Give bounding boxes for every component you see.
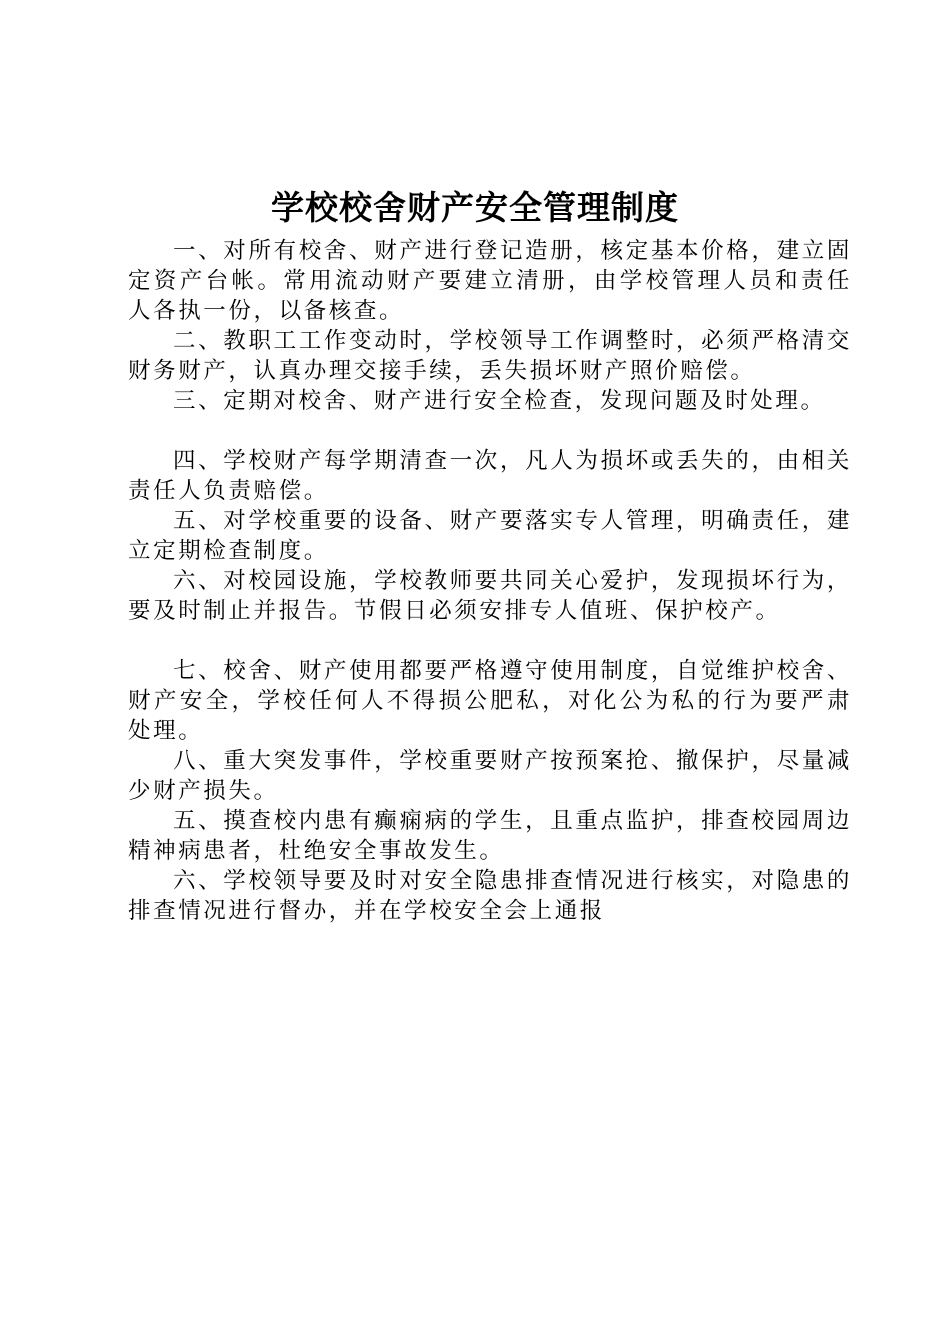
paragraph-10: 六、学校领导要及时对安全隐患排查情况进行核实，对隐患的排查情况进行督办，并在学校安全会上通报 [128, 868, 852, 924]
paragraph-8: 八、重大突发事件，学校重要财产按预案抢、撤保护，尽量减少财产损失。 [128, 748, 852, 804]
paragraph-7: 七、校舍、财产使用都要严格遵守使用制度，自觉维护校舍、财产安全，学校任何人不得损公肥私，对化公为私的行为要严肃处理。 [128, 658, 852, 744]
paragraph-4: 四、学校财产每学期清查一次，凡人为损坏或丢失的，由相关责任人负责赔偿。 [128, 448, 852, 504]
paragraph-3: 三、定期对校舍、财产进行安全检查，发现问题及时处理。 [173, 388, 826, 414]
document-body [128, 236, 852, 926]
document-title: 学校校舍财产安全管理制度 [271, 188, 679, 227]
paragraph-9: 五、摸查校内患有癫痫病的学生，且重点监护，排查校园周边精神病患者，杜绝安全事故发生。 [128, 808, 852, 864]
paragraph-2: 二、教职工工作变动时，学校领导工作调整时，必须严格清交财务财产，认真办理交接手续，丢失损坏财产照价赔偿。 [128, 328, 852, 384]
paragraph-5: 五、对学校重要的设备、财产要落实专人管理，明确责任，建立定期检查制度。 [128, 508, 852, 564]
paragraph-1: 一、对所有校舍、财产进行登记造册，核定基本价格，建立固定资产台帐。常用流动财产要建立清册，由学校管理人员和责任人各执一份，以备核查。 [128, 238, 852, 324]
paragraph-6: 六、对校园设施，学校教师要共同关心爱护，发现损坏行为，要及时制止并报告。节假日必须安排专人值班、保护校产。 [128, 568, 852, 624]
